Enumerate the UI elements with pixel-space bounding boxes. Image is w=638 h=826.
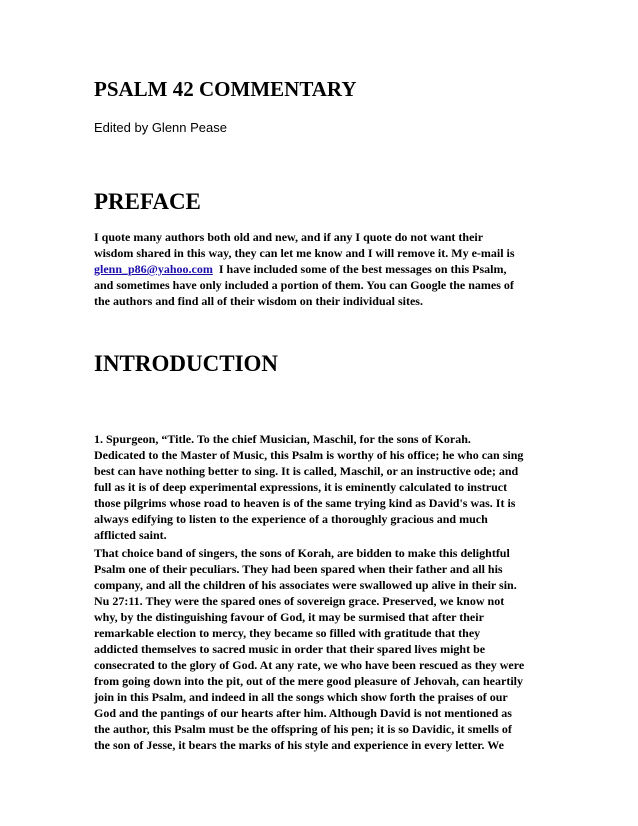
paragraph-line: 1. Spurgeon, “Title. To the chief Musician, Maschil, for the sons of Korah. bbox=[94, 432, 471, 446]
paragraph-line: always edifying to listen to the experience of a thoroughly gracious and much bbox=[94, 512, 488, 526]
paragraph-line: the author, this Psalm must be the offspring of his pen; it is so Davidic, it smells of bbox=[94, 722, 512, 736]
sons-of-korah-paragraph bbox=[94, 545, 554, 753]
paragraph-line: best can have nothing better to sing. It is called, Maschil, or an instructive ode; and bbox=[94, 464, 519, 478]
paragraph-line: why, by the distinguishing favour of God, it may be surmised that after their bbox=[94, 610, 484, 624]
paragraph-line: Psalm one of their peculiars. They had been spared when their father and all his bbox=[94, 562, 503, 576]
paragraph-line: those pilgrims whose road to heaven is of the same trying kind as David's was. It is bbox=[94, 496, 516, 510]
paragraph-line: God and the pantings of our hearts after him. Although David is not mentioned as bbox=[94, 706, 512, 720]
preface-line-with-email bbox=[94, 261, 554, 277]
spurgeon-title-paragraph bbox=[94, 431, 554, 543]
paragraph-line: That choice band of singers, the sons of Korah, are bidden to make this delightful bbox=[94, 546, 510, 560]
preface-line-text: I have included some of the best messages on this Psalm, bbox=[218, 262, 507, 276]
introduction-heading: INTRODUCTION bbox=[94, 351, 279, 376]
preface-line: and sometimes have only included a portion of them. You can Google the names of bbox=[94, 278, 514, 292]
document-title: PSALM 42 COMMENTARY bbox=[94, 77, 357, 101]
paragraph-line: join in this Psalm, and indeed in all the songs which show forth the praises of our bbox=[94, 690, 508, 704]
paragraph-line: afflicted saint. bbox=[94, 528, 167, 542]
paragraph-line: Dedicated to the Master of Music, this Psalm is worthy of his office; he who can sing bbox=[94, 448, 524, 462]
paragraph-line: addicted themselves to sacred music in order that their spared lives might be bbox=[94, 642, 486, 656]
preface-paragraph bbox=[94, 229, 554, 309]
preface-line: I quote many authors both old and new, and if any I quote do not want their bbox=[94, 230, 484, 244]
paragraph-line: Nu 27:11. They were the spared ones of sovereign grace. Preserved, we know not bbox=[94, 594, 505, 608]
editor-byline: Edited by Glenn Pease bbox=[94, 120, 227, 135]
paragraph-line: remarkable election to mercy, they became so filled with gratitude that they bbox=[94, 626, 481, 640]
paragraph-line: from going down into the pit, out of the mere good pleasure of Jehovah, can heartily bbox=[94, 674, 523, 688]
preface-line: wisdom shared in this way, they can let me know and I will remove it. My e-mail is bbox=[94, 246, 515, 260]
paragraph-line: the son of Jesse, it bears the marks of his style and experience in every letter. We bbox=[94, 738, 504, 752]
paragraph-line: company, and all the children of his associates were swallowed up alive in their sin. bbox=[94, 578, 517, 592]
paragraph-line: full as it is of deep experimental expressions, it is eminently calculated to instruct bbox=[94, 480, 508, 494]
preface-heading: PREFACE bbox=[94, 189, 201, 214]
paragraph-line: consecrated to the glory of God. At any rate, we who have been rescued as they were bbox=[94, 658, 525, 672]
preface-line: the authors and find all of their wisdom on their individual sites. bbox=[94, 294, 423, 308]
email-link[interactable]: glenn_p86@yahoo.com bbox=[94, 262, 213, 276]
